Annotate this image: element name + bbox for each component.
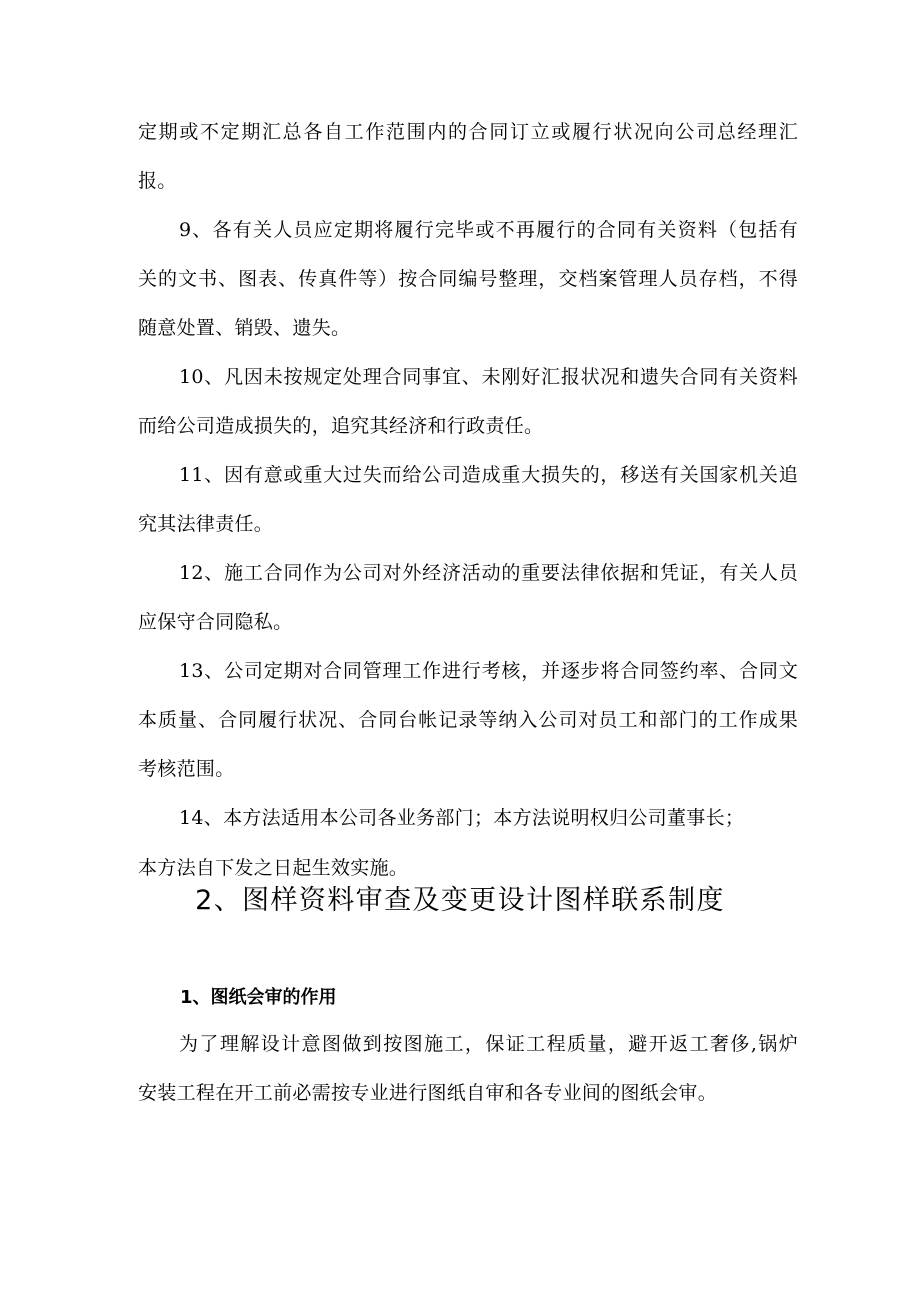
paragraph-line: 14、本方法适用本公司各业务部门；本方法说明权归公司董事长； bbox=[179, 807, 745, 829]
paragraph-line: 11、因有意或重大过失而给公司造成重大损失的，移送有关国家机关追 bbox=[179, 464, 798, 486]
paragraph-line: 而给公司造成损失的，追究其经济和行政责任。 bbox=[138, 415, 544, 437]
paragraph-line: 12、施工合同作为公司对外经济活动的重要法律依据和凭证，有关人员 bbox=[179, 562, 798, 584]
section-title: 2、图样资料审查及变更设计图样联系制度 bbox=[195, 885, 725, 916]
paragraph-line: 关的文书、图表、传真件等）按合同编号整理，交档案管理人员存档，不得 bbox=[138, 268, 798, 290]
paragraph-line: 报。 bbox=[138, 170, 177, 192]
paragraph-line: 定期或不定期汇总各自工作范围内的合同订立或履行状况向公司总经理汇 bbox=[138, 121, 798, 143]
paragraph-line: 本质量、合同履行状况、合同台帐记录等纳入公司对员工和部门的工作成果 bbox=[138, 709, 798, 731]
paragraph-line: 9、各有关人员应定期将履行完毕或不再履行的合同有关资料（包括有 bbox=[179, 219, 798, 241]
paragraph-line: 13、公司定期对合同管理工作进行考核，并逐步将合同签约率、合同文 bbox=[179, 660, 798, 682]
paragraph-line: 究其法律责任。 bbox=[138, 513, 274, 535]
paragraph-line: 安装工程在开工前必需按专业进行图纸自审和各专业间的图纸会审。 bbox=[138, 1082, 718, 1104]
paragraph-line: 为了理解设计意图做到按图施工，保证工程质量，避开返工奢侈,锅炉 bbox=[179, 1033, 798, 1055]
paragraph-line: 应保守合同隐私。 bbox=[138, 611, 293, 633]
paragraph-line: 本方法自下发之日起生效实施。 bbox=[138, 857, 409, 879]
paragraph-line: 考核范围。 bbox=[138, 758, 235, 780]
paragraph-line: 10、凡因未按规定处理合同事宜、未刚好汇报状况和遗失合同有关资料 bbox=[179, 366, 798, 388]
subsection-title: 1、图纸会审的作用 bbox=[180, 987, 337, 1008]
paragraph-line: 随意处置、销毁、遗失。 bbox=[138, 317, 351, 339]
